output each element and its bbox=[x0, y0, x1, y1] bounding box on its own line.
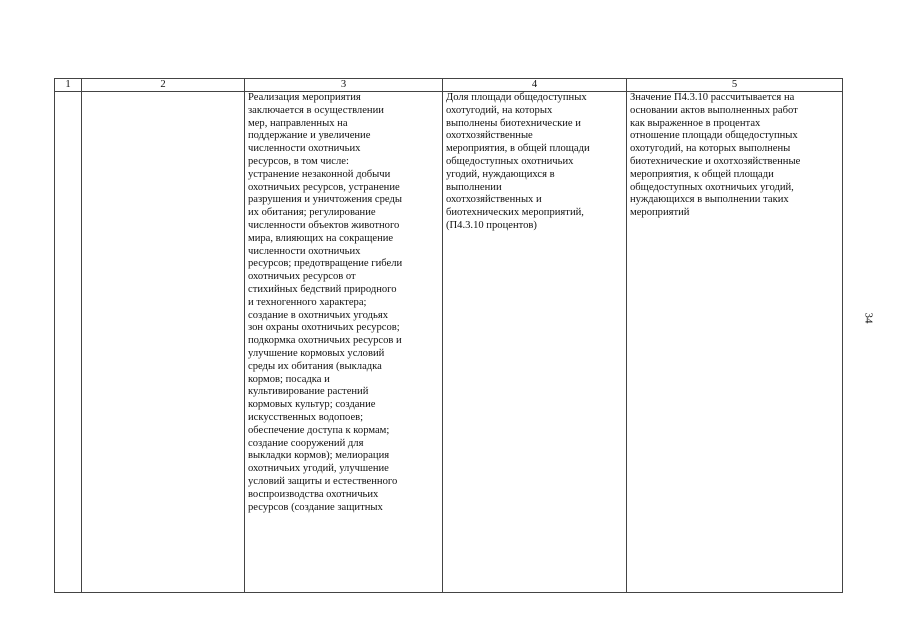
page-number: 34 bbox=[862, 312, 875, 324]
header-col-5: 5 bbox=[627, 79, 843, 92]
table-row bbox=[55, 92, 843, 593]
cell-calculation-method bbox=[627, 92, 843, 593]
document-table bbox=[54, 78, 843, 593]
table-header-row bbox=[55, 79, 843, 92]
measure-description-text: Реализация мероприятия заключается в осуществлении мер, направленных на поддержание и увеличение численности охотничьих ресурсов, в том числе: устранение незаконной добычи охотничьих ресурсов, устранение разрушения и уничтожения среды их обитания; регулирование численности объектов животного мира, влияющих на сокращение численности охотничьих ресурсов; предотвращение гибели охотничьих ресурсов от стихийных бедствий природного и техногенного характера; создание в охотничьих угодьях зон охраны охотничьих ресурсов; подкормка охотничьих ресурсов и улучшение кормовых условий среды их обитания (выкладка кормов; посадка и культивирование растений кормовых культур; создание искусственных водопоев; обеспечение доступа к кормам; создание сооружений для выкладки кормов); мелиорация охотничьих угодий, улучшение условий защиты и естественного воспроизводства охотничьих ресурсов (создание защитных bbox=[248, 92, 403, 513]
cell-measure-description bbox=[245, 92, 443, 593]
indicator-name-text: Доля площади общедоступных охотугодий, на которых выполнены биотехнические и охотхозяйственные мероприятия, в общей площади общедоступных охотничьих угодий, нуждающихся в выполнении охотхозяйственных и биотехнических мероприятий, (П4.3.10 процентов) bbox=[446, 92, 590, 231]
cell-col-2 bbox=[82, 92, 245, 593]
header-col-3: 3 bbox=[245, 79, 443, 92]
calculation-method-text: Значение П4.3.10 рассчитывается на основании актов выполненных работ как выраженное в процентах отношение площади общедоступных охотугодий, на которых выполнены биотехнические и охотхозяйственные мероприятия, к общей площади общедоступных охотничьих угодий, нуждающихся в выполнении таких мероприятий bbox=[630, 92, 801, 219]
cell-indicator-name bbox=[443, 92, 627, 593]
cell-col-1 bbox=[55, 92, 82, 593]
header-col-4: 4 bbox=[443, 79, 627, 92]
header-col-1: 1 bbox=[55, 79, 82, 92]
header-col-2: 2 bbox=[82, 79, 245, 92]
